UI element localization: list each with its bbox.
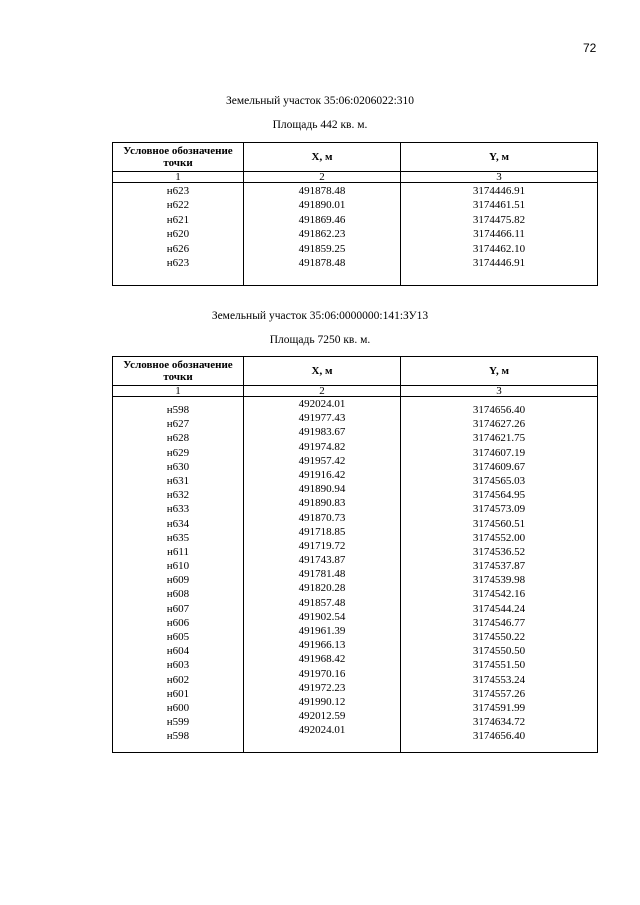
table-cell: н626 [166, 242, 190, 255]
table-cell: н622 [166, 199, 190, 212]
table-cell: 492024.01 [298, 724, 346, 737]
table-cell: н621 [166, 213, 190, 226]
table-cell: 3174446.91 [472, 185, 526, 197]
header-point: Условное обозначение точки [113, 357, 244, 386]
column-number: 1 [113, 172, 244, 183]
table-header-row [113, 143, 598, 172]
table-cell: н634 [166, 517, 190, 530]
table-cell: 3174461.51 [472, 199, 526, 212]
table-cell: н598 [166, 730, 190, 743]
table-cell: 491862.23 [298, 228, 346, 241]
table-cell: 491974.82 [298, 440, 346, 453]
table-cell: н600 [166, 701, 190, 714]
table-cell: н609 [166, 574, 190, 587]
column-number: 3 [401, 386, 598, 397]
x-column [244, 397, 400, 738]
table-cell: 491878.48 [298, 185, 346, 197]
header-x: X, м [244, 143, 401, 172]
table-cell: н630 [166, 460, 190, 473]
table-cell: 492012.59 [298, 710, 346, 723]
point-column [113, 183, 243, 270]
table-cell: 491781.48 [298, 568, 346, 581]
column-number: 2 [244, 172, 401, 183]
table-cell: н601 [166, 687, 190, 700]
table-cell: 3174552.00 [472, 531, 526, 544]
table-cell: 3174573.09 [472, 503, 526, 516]
header-y: Y, м [401, 143, 598, 172]
table-cell: н610 [166, 560, 190, 573]
table-cell: 491977.43 [298, 412, 346, 425]
table-cell: 491857.48 [298, 596, 346, 609]
table-cell: 491890.94 [298, 483, 346, 496]
table-cell: н606 [166, 616, 190, 629]
table-cell: 3174656.40 [472, 730, 526, 743]
table-cell: 3174551.50 [472, 659, 526, 672]
header-point: Условное обозначение точки [113, 143, 244, 172]
table-cell: 3174607.19 [472, 446, 526, 459]
parcel-title-2: Земельный участок 35:06:0000000:141:ЗУ13 [211, 310, 429, 322]
table-cell: 491743.87 [298, 554, 346, 567]
column-number-row [113, 172, 598, 183]
table-cell: 491859.25 [298, 242, 346, 255]
table-cell: 491719.72 [298, 539, 346, 552]
column-number: 1 [113, 386, 244, 397]
table-cell: 491902.54 [298, 610, 346, 623]
table-cell: 491718.85 [298, 525, 346, 538]
parcel-title-1: Земельный участок 35:06:0206022:310 [225, 95, 415, 107]
table-cell: 3174564.95 [472, 489, 526, 502]
header-y: Y, м [401, 357, 598, 386]
table-cell: 3174557.26 [472, 687, 526, 700]
table-cell: 3174627.26 [472, 418, 526, 431]
coordinates-table-2 [112, 356, 598, 753]
table-cell: 3174475.82 [472, 213, 526, 226]
table-cell: н611 [167, 545, 189, 558]
table-cell: 3174553.24 [472, 673, 526, 686]
table-cell: 3174542.16 [472, 588, 526, 601]
table-header-row [113, 357, 598, 386]
table-cell: н627 [166, 418, 190, 431]
table-cell: 3174446.91 [472, 256, 526, 269]
table-cell: н608 [166, 588, 190, 601]
table-cell: 491870.73 [298, 511, 346, 524]
table-cell: 3174609.67 [472, 460, 526, 473]
table-cell: н628 [166, 432, 190, 445]
table-cell: 491957.42 [298, 454, 346, 467]
table-cell: 491890.83 [298, 497, 346, 510]
table-body-row [113, 183, 598, 286]
table-cell: 3174565.03 [472, 474, 526, 487]
table-cell: 3174550.22 [472, 631, 526, 643]
table-cell: н602 [166, 673, 190, 686]
y-column [401, 183, 597, 270]
x-column [244, 183, 400, 270]
table-cell: н635 [166, 531, 190, 544]
table-cell: 491972.23 [298, 681, 346, 694]
coordinates-table-1 [112, 142, 598, 286]
parcel-area-2: Площадь 7250 кв. м. [269, 334, 371, 346]
table-cell: н631 [166, 474, 190, 487]
table-cell: 491878.48 [298, 256, 346, 269]
table-cell: н603 [166, 659, 190, 672]
table-cell: 491990.12 [298, 695, 346, 708]
y-column [401, 397, 597, 744]
table-cell: 3174656.40 [472, 404, 526, 416]
table-cell: 3174466.11 [473, 228, 525, 241]
table-cell: 491968.42 [298, 653, 346, 666]
table-cell: 3174591.99 [472, 701, 526, 714]
column-number-row [113, 386, 598, 397]
table-cell: н623 [166, 256, 190, 269]
table-cell: н605 [166, 631, 190, 643]
point-column [113, 397, 243, 744]
table-cell: н620 [166, 228, 190, 241]
table-cell: 3174462.10 [472, 242, 526, 255]
table-cell: 3174544.24 [472, 602, 526, 615]
column-number: 2 [244, 386, 401, 397]
parcel-area-1: Площадь 442 кв. м. [272, 119, 368, 131]
table-cell: н598 [166, 404, 190, 416]
header-x: X, м [244, 357, 401, 386]
table-cell: н623 [166, 185, 190, 197]
table-cell: 3174537.87 [472, 560, 526, 573]
table-cell: н632 [166, 489, 190, 502]
table-cell: 3174536.52 [472, 545, 526, 558]
table-cell: 491966.13 [298, 639, 346, 652]
table-cell: 3174539.98 [472, 574, 526, 587]
table-cell: 3174621.75 [472, 432, 526, 445]
table-cell: 3174550.50 [472, 645, 526, 658]
table-cell: н629 [166, 446, 190, 459]
table-cell: 491890.01 [298, 199, 346, 212]
page-number: 72 [583, 41, 597, 55]
table-cell: н633 [166, 503, 190, 516]
table-cell: 3174634.72 [472, 716, 526, 729]
table-cell: 491916.42 [298, 468, 346, 481]
table-cell: 492024.01 [298, 398, 346, 410]
table-cell: 491970.16 [298, 667, 346, 680]
table-body-row [113, 397, 598, 753]
table-cell: 491869.46 [298, 213, 346, 226]
table-cell: н604 [166, 645, 190, 658]
table-cell: 3174560.51 [472, 517, 526, 530]
table-cell: 491983.67 [298, 426, 346, 439]
table-cell: н599 [166, 716, 190, 729]
table-cell: н607 [166, 602, 190, 615]
table-cell: 3174546.77 [472, 616, 526, 629]
table-cell: 491961.39 [298, 625, 346, 637]
table-cell: 491820.28 [298, 582, 346, 595]
column-number: 3 [401, 172, 598, 183]
